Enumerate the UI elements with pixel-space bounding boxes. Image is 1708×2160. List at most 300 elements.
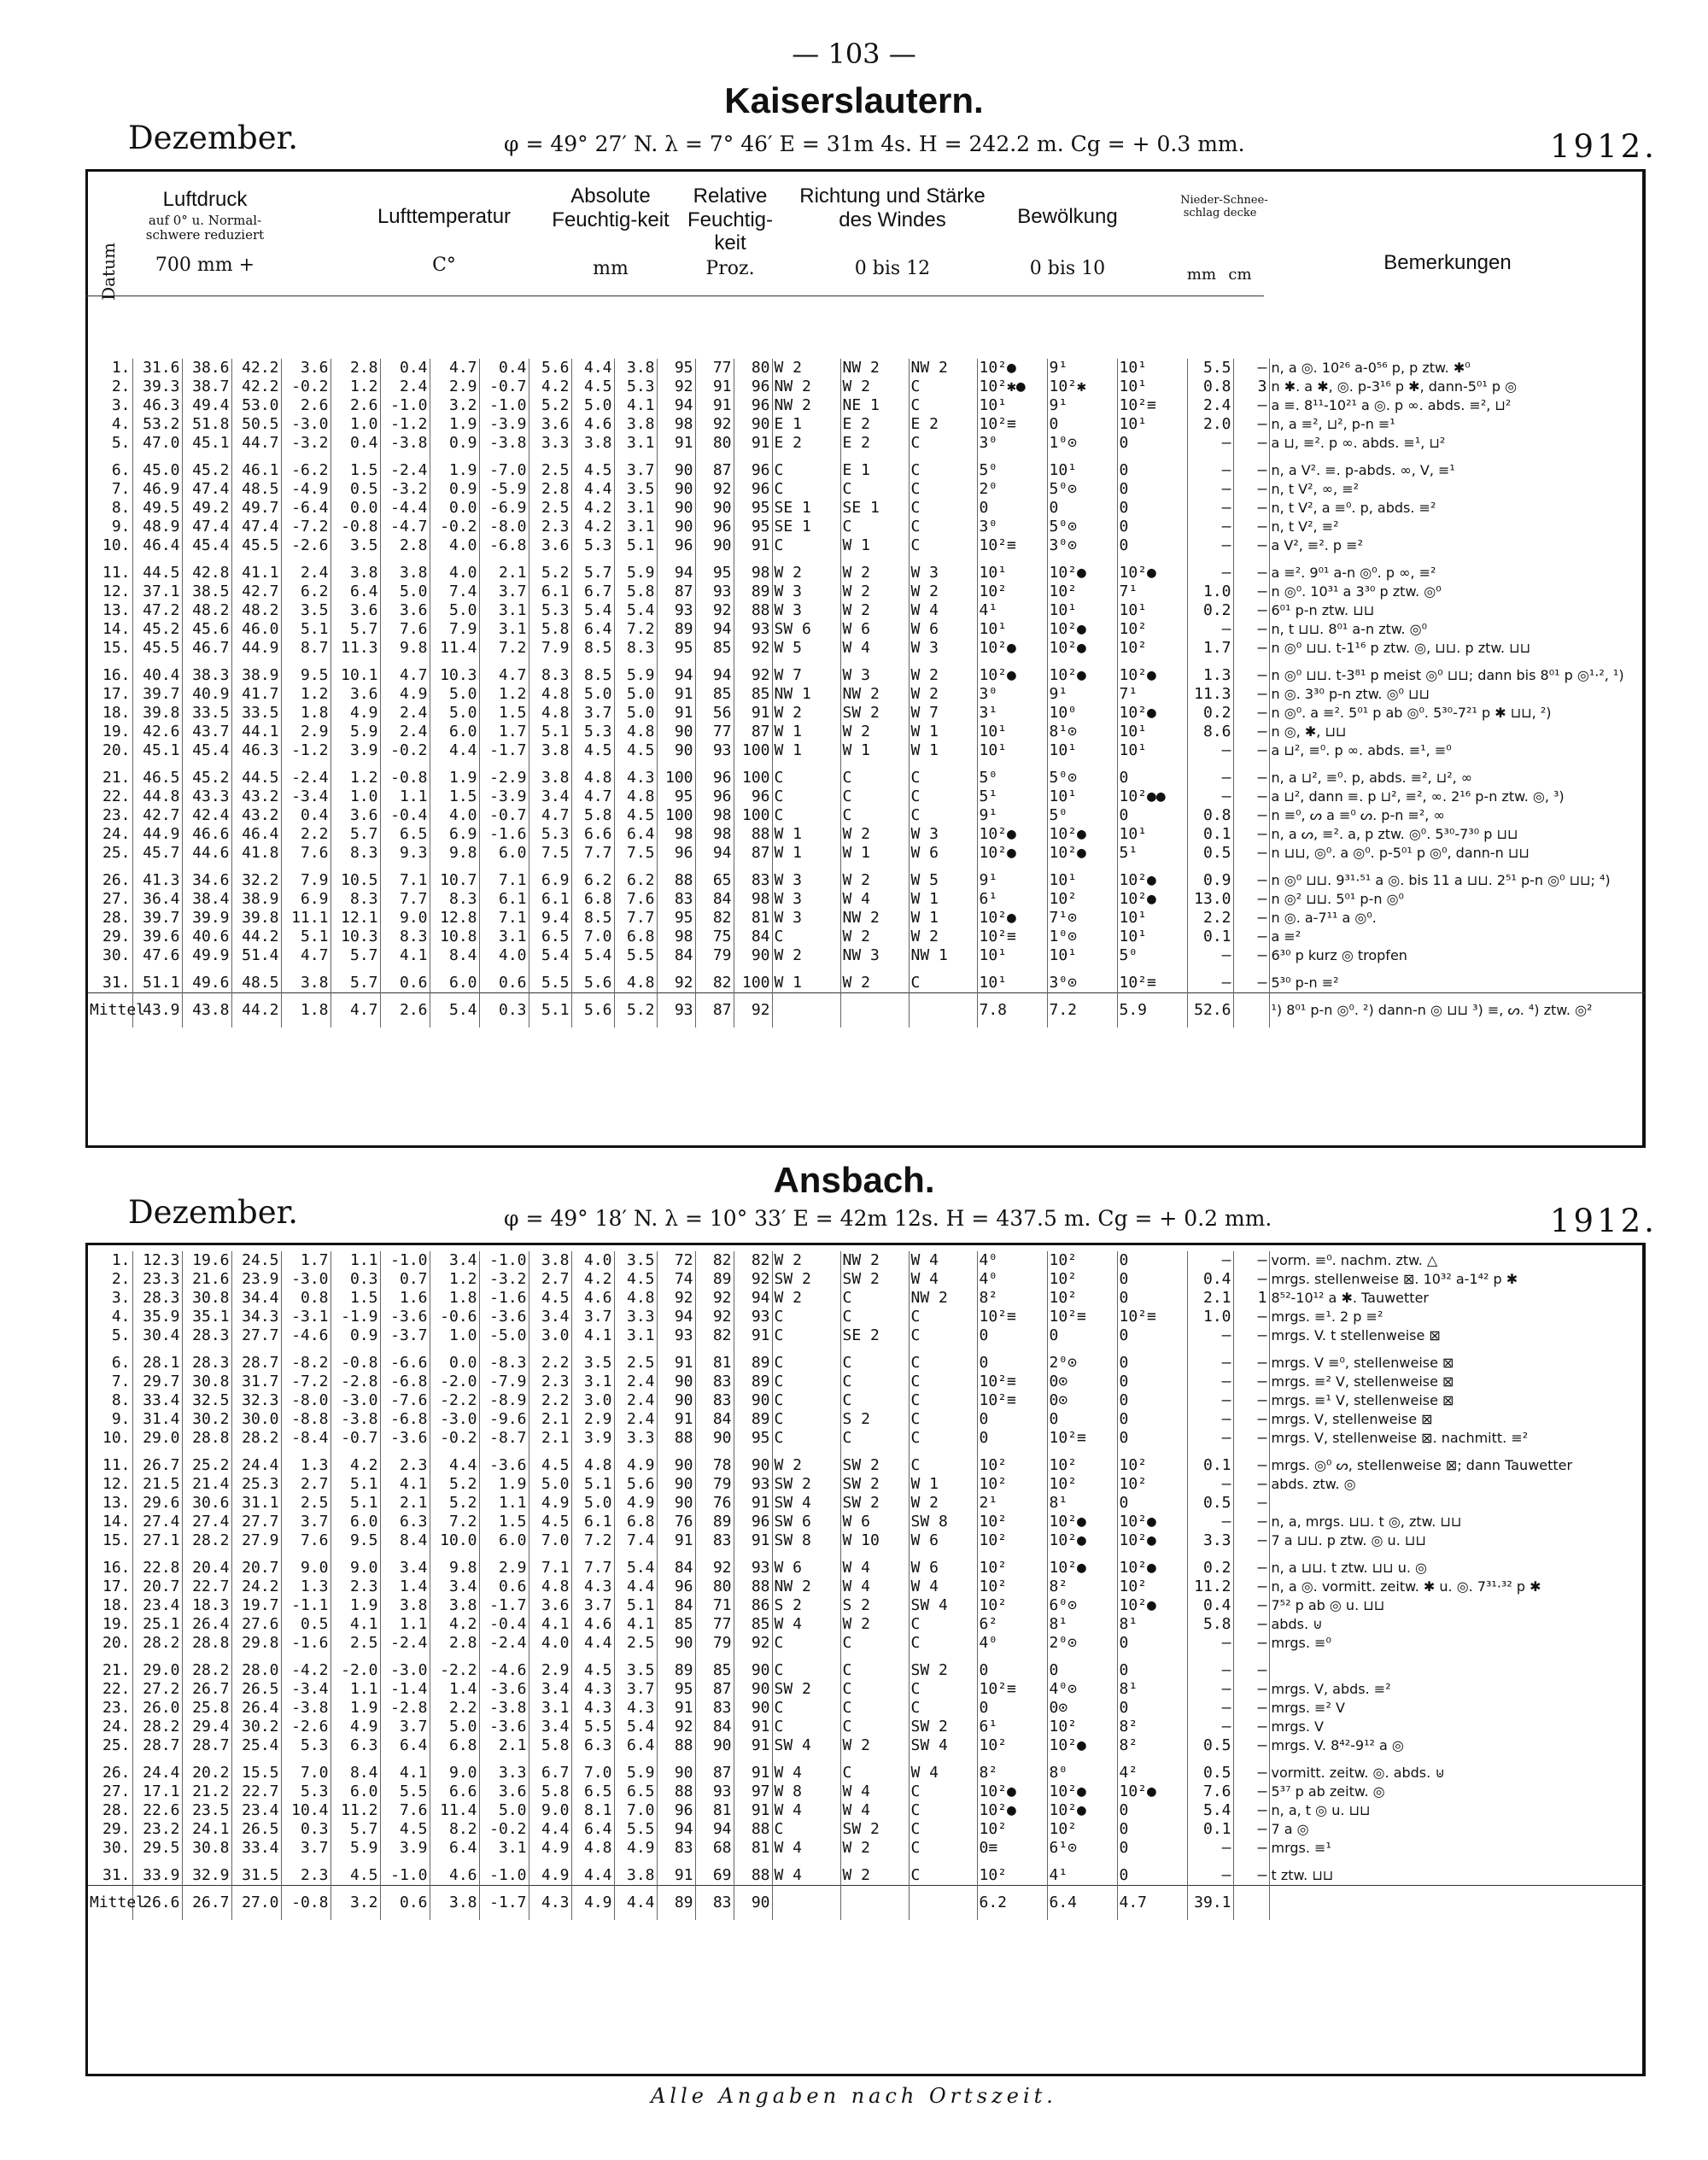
cell-a7: 5.8 [529,620,571,639]
cell-a2: 5.3 [571,723,614,741]
cell-a2: 3.9 [571,1429,614,1448]
cell-t7: 2.4 [281,555,330,582]
cell-t2: 0.3 [330,1270,380,1289]
cell-day: 19. [102,723,131,740]
cell-p7: 40.4 [132,658,182,685]
cell-c7: 2¹ [977,1494,1047,1513]
cell-c2: 10² [1047,1251,1117,1270]
cell-remarks: n ⊔⊔, ◎⁰. a ◎⁰. p-5⁰¹ p ◎⁰, dann-n ⊔⊔ [1269,844,1645,863]
cell-a9: 6.4 [614,1736,657,1755]
cell-day: 6. [111,461,131,479]
cell-a9: 3.8 [614,1858,657,1886]
cell-tmin: 2.1 [479,555,529,582]
cell-r7: 90 [657,453,695,480]
cell-day: 16. [102,666,131,684]
cell-a7: 3.8 [529,1251,571,1270]
cell-a9: 3.5 [614,1653,657,1680]
cell-precip: – [1187,1391,1233,1410]
cell-a2: 4.5 [571,1653,614,1680]
cell-tmin: -1.7 [479,1596,529,1615]
cell-day: 22. [102,1680,131,1698]
cell-p9: 48.5 [231,480,281,499]
header-bewoelkung: Bewölkung [1017,205,1118,228]
cell-t2: 5.9 [330,723,380,741]
cell-a2: 3.8 [571,434,614,453]
cell-w7: C [772,536,840,555]
cell-t2: 2.8 [330,359,380,378]
cell-a2: 7.0 [571,1755,614,1782]
cell-a7: 3.4 [529,1308,571,1326]
cell-p9: 32.2 [231,863,281,890]
cell-a7: 2.2 [529,1345,571,1373]
cell-t9: 2.6 [380,993,430,1028]
cell-a2: 3.7 [571,704,614,723]
cell-p7: 45.1 [132,741,182,760]
cell-snow: – [1233,1755,1269,1782]
cell-w2 [840,993,909,1028]
cell-snow: – [1233,741,1269,760]
cell-t2: 4.2 [330,1448,380,1475]
cell-w7: W 2 [772,1289,840,1308]
cell-precip: – [1187,1718,1233,1736]
cell-t2: -3.8 [330,1410,380,1429]
cell-c7: 8² [977,1755,1047,1782]
cell-r9: 96 [734,396,772,415]
cell-remarks: 6³⁰ p kurz ◎ tropfen [1269,946,1645,965]
cell-tmax: 2.2 [430,1699,479,1718]
cell-precip: – [1187,1475,1233,1494]
cell-day: 3. [111,396,131,414]
cell-w9: C [909,480,977,499]
cell-p2: 20.4 [182,1550,231,1578]
cell-c9: 0 [1117,536,1187,555]
cell-tmin: 1.1 [479,1494,529,1513]
cell-w9: C [909,1839,977,1858]
cell-r7: 83 [657,890,695,909]
cell-p2: 18.3 [182,1596,231,1615]
table-row [88,1820,1645,1839]
cell-r2: 87 [695,453,734,480]
cell-c7: 0 [977,1429,1047,1448]
cell-p7: 29.0 [132,1429,182,1448]
cell-c7: 7.8 [977,993,1047,1028]
cell-p7: 46.9 [132,480,182,499]
cell-t2: 3.5 [330,536,380,555]
cell-remarks: n, a, t ◎ u. ⊔⊔ [1269,1801,1645,1820]
cell-a7: 5.8 [529,1782,571,1801]
cell-snow: – [1233,704,1269,723]
cell-w2: W 4 [840,890,909,909]
cell-c9: 4.7 [1117,1886,1187,1921]
cell-c7: 10²● [977,1782,1047,1801]
cell-p9: 19.7 [231,1596,281,1615]
cell-r9: 88 [734,601,772,620]
cell-r9: 81 [734,909,772,928]
cell-t9: 7.6 [380,620,430,639]
cell-p2: 30.6 [182,1494,231,1513]
cell-p2: 38.6 [182,359,231,378]
cell-a7: 5.3 [529,601,571,620]
cell-remarks: a ≡. 8¹¹-10²¹ a ◎. p ∞. abds. ≡², ⊔² [1269,396,1645,415]
cell-w7: W 4 [772,1801,840,1820]
cell-tmax: 3.8 [430,1886,479,1921]
cell-t2: 1.1 [330,1251,380,1270]
cell-w7: SW 8 [772,1531,840,1550]
cell-day: 7. [111,480,131,498]
cell-p9: 31.5 [231,1858,281,1886]
cell-a7: 7.9 [529,639,571,658]
station-title: Ansbach. [773,1160,935,1200]
cell-t9: 5.0 [380,582,430,601]
cell-w2: SW 2 [840,1820,909,1839]
cell-r9: 98 [734,555,772,582]
table-row [88,1596,1645,1615]
cell-tmin: 1.5 [479,704,529,723]
cell-r2: 82 [695,965,734,993]
cell-c2: 10² [1047,582,1117,601]
table-row [88,1718,1645,1736]
cell-remarks: mrgs. V [1269,1718,1645,1736]
cell-p9: 46.3 [231,741,281,760]
cell-r9: 95 [734,1429,772,1448]
cell-w2: NE 1 [840,396,909,415]
cell-a9: 4.5 [614,1270,657,1289]
table-row [88,704,1645,723]
cell-p9: 42.7 [231,582,281,601]
cell-snow: – [1233,863,1269,890]
cell-snow: – [1233,825,1269,844]
data-table [88,1251,1645,1920]
table-row [88,499,1645,518]
cell-t7: -3.4 [281,787,330,806]
cell-p2: 43.7 [182,723,231,741]
cell-t9: -6.8 [380,1410,430,1429]
cell-c7: 0 [977,1410,1047,1429]
cell-a2: 6.4 [571,1820,614,1839]
cell-p2: 21.4 [182,1475,231,1494]
station-title: Kaiserslautern. [724,80,984,120]
cell-c2: 10¹ [1047,601,1117,620]
cell-t2: 5.7 [330,825,380,844]
cell-c7: 4⁰ [977,1251,1047,1270]
cell-tmin: -8.3 [479,1345,529,1373]
cell-tmax: -2.2 [430,1391,479,1410]
cell-a2: 4.8 [571,1448,614,1475]
cell-a2: 4.2 [571,518,614,536]
table-row [88,806,1645,825]
cell-p7: 23.4 [132,1596,182,1615]
table-row [88,1782,1645,1801]
cell-r7: 92 [657,965,695,993]
cell-a2: 6.1 [571,1513,614,1531]
cell-snow: – [1233,658,1269,685]
cell-tmax: 1.8 [430,1289,479,1308]
cell-day: 6. [111,1354,131,1372]
cell-p2: 45.4 [182,536,231,555]
cell-a9: 4.9 [614,1494,657,1513]
cell-c2: 7¹⊙ [1047,909,1117,928]
cell-precip: – [1187,499,1233,518]
cell-r7: 92 [657,378,695,396]
cell-a9: 4.4 [614,1886,657,1921]
cell-t2: 1.0 [330,415,380,434]
cell-w9: W 6 [909,1550,977,1578]
cell-c7: 0 [977,1699,1047,1718]
cell-r7: 84 [657,1550,695,1578]
cell-p7: 33.9 [132,1858,182,1886]
cell-t9: -3.7 [380,1326,430,1345]
cell-r2: 77 [695,723,734,741]
cell-c2: 4⁰⊙ [1047,1680,1117,1699]
cell-c9: 10²● [1117,704,1187,723]
cell-p2: 47.4 [182,518,231,536]
cell-t2: 1.0 [330,787,380,806]
cell-p9: 20.7 [231,1550,281,1578]
cell-w2: SW 2 [840,1270,909,1289]
cell-day: 13. [102,1494,131,1512]
cell-w2: C [840,1289,909,1308]
cell-w2: C [840,1391,909,1410]
cell-day: 1. [111,359,131,377]
cell-a9: 4.1 [614,396,657,415]
table-row [88,1634,1645,1653]
cell-snow: – [1233,1429,1269,1448]
cell-remarks: mrgs. ≡⁰ [1269,1634,1645,1653]
cell-w2: SW 2 [840,704,909,723]
cell-snow: – [1233,396,1269,415]
cell-p9: 47.4 [231,518,281,536]
page-number: — 103 — [792,38,916,70]
cell-day: 2. [111,1270,131,1288]
table-row [88,480,1645,499]
cell-w9: C [909,1680,977,1699]
cell-p2: 32.9 [182,1858,231,1886]
cell-c9: 10² [1117,1578,1187,1596]
cell-c7: 10¹ [977,946,1047,965]
cell-tmax: 4.0 [430,536,479,555]
cell-w2: W 2 [840,1615,909,1634]
cell-t7: 8.7 [281,639,330,658]
cell-c2: 10¹ [1047,863,1117,890]
cell-r2: 87 [695,1755,734,1782]
cell-snow: – [1233,518,1269,536]
cell-p7: 29.0 [132,1653,182,1680]
cell-snow: – [1233,620,1269,639]
cell-w9: SW 2 [909,1653,977,1680]
cell-c9: 0 [1117,1270,1187,1289]
cell-r7: 90 [657,518,695,536]
cell-a9: 5.9 [614,658,657,685]
cell-remarks: mrgs. V ≡⁰, stellenweise ⊠ [1269,1345,1645,1373]
cell-snow: – [1233,639,1269,658]
cell-t7: 2.5 [281,1494,330,1513]
cell-w9: W 3 [909,555,977,582]
cell-c2: 0 [1047,1653,1117,1680]
cell-precip: – [1187,480,1233,499]
cell-t7: 0.3 [281,1820,330,1839]
cell-remarks: n ◎² ⊔⊔. 5⁰¹ p-n ◎⁰ [1269,890,1645,909]
cell-snow: – [1233,806,1269,825]
cell-t9: -0.2 [380,741,430,760]
cell-t9: -7.6 [380,1391,430,1410]
cell-t9: 1.1 [380,1615,430,1634]
cell-t9: 5.5 [380,1782,430,1801]
cell-r2: 87 [695,993,734,1028]
cell-t9: -1.0 [380,396,430,415]
cell-c9: 0 [1117,453,1187,480]
cell-r9: 96 [734,378,772,396]
cell-w2: W 2 [840,723,909,741]
cell-a2: 5.6 [571,993,614,1028]
cell-p2: 47.4 [182,480,231,499]
cell-a9: 2.4 [614,1373,657,1391]
cell-c7: 10¹ [977,555,1047,582]
cell-t9: -0.4 [380,806,430,825]
cell-tmax: 0.0 [430,1345,479,1373]
cell-r9: 93 [734,1308,772,1326]
cell-precip: – [1187,518,1233,536]
cell-w7: W 3 [772,863,840,890]
cell-precip: – [1187,1345,1233,1373]
cell-c7: 10² [977,1596,1047,1615]
cell-w9: C [909,1391,977,1410]
cell-r2: 83 [695,1531,734,1550]
cell-tmax: 3.4 [430,1251,479,1270]
cell-c2: 10¹ [1047,946,1117,965]
cell-precip: 0.8 [1187,806,1233,825]
cell-a2: 3.0 [571,1391,614,1410]
cell-remarks: n ◎⁰ ⊔⊔. 9³¹·⁵¹ a ◎. bis 11 a ⊔⊔. 2⁵¹ p-n ◎⁰ ⊔⊔; ⁴) [1269,863,1645,890]
cell-c9: 0 [1117,760,1187,787]
cell-p2: 27.4 [182,1513,231,1531]
cell-snow: – [1233,685,1269,704]
cell-w2: W 4 [840,1578,909,1596]
cell-t9: -0.8 [380,760,430,787]
cell-precip: – [1187,1634,1233,1653]
cell-w2: W 1 [840,741,909,760]
cell-t9: 9.8 [380,639,430,658]
cell-w9: W 1 [909,890,977,909]
cell-t9: 8.4 [380,1531,430,1550]
cell-w9: C [909,1326,977,1345]
cell-a2: 6.6 [571,825,614,844]
cell-t2: 3.8 [330,555,380,582]
cell-c9: 0 [1117,1289,1187,1308]
cell-r2: 87 [695,1680,734,1699]
cell-snow: – [1233,760,1269,787]
cell-tmin: -6.9 [479,499,529,518]
cell-c7: 0≡ [977,1839,1047,1858]
cell-r2: 77 [695,1615,734,1634]
cell-a9: 3.7 [614,1680,657,1699]
cell-a2: 4.2 [571,1270,614,1289]
cell-t9: 2.4 [380,723,430,741]
cell-remarks: mrgs. V, stellenweise ⊠ [1269,1410,1645,1429]
cell-a7: 2.3 [529,1373,571,1391]
table-row [88,1373,1645,1391]
cell-day: 5. [111,434,131,452]
data-table [88,359,1645,1027]
cell-w2: C [840,480,909,499]
cell-c2: 8¹ [1047,1615,1117,1634]
cell-c9: 10¹ [1117,415,1187,434]
cell-w9: C [909,1699,977,1718]
cell-p7: 36.4 [132,890,182,909]
cell-p7: 22.8 [132,1550,182,1578]
cell-r2: 92 [695,480,734,499]
cell-r2: 91 [695,396,734,415]
cell-t9: -1.0 [380,1858,430,1886]
cell-c9: 10² [1117,639,1187,658]
cell-tmin: -7.9 [479,1373,529,1391]
cell-snow: – [1233,1596,1269,1615]
cell-c2: 6⁰⊙ [1047,1596,1117,1615]
cell-r2: 93 [695,741,734,760]
cell-day: 20. [102,1634,131,1652]
cell-t2: 1.2 [330,760,380,787]
cell-w7: C [772,928,840,946]
cell-precip: 5.8 [1187,1615,1233,1634]
cell-tmax: 6.4 [430,1839,479,1858]
cell-p2: 46.7 [182,639,231,658]
cell-w9: W 2 [909,658,977,685]
cell-precip: – [1187,536,1233,555]
cell-t7: -1.6 [281,1634,330,1653]
table-row [88,536,1645,555]
cell-precip: – [1187,434,1233,453]
cell-w7: C [772,1391,840,1410]
cell-w9: W 5 [909,863,977,890]
cell-precip: 0.1 [1187,1448,1233,1475]
cell-c9: 10²● [1117,1513,1187,1531]
cell-remarks: mrgs. ≡¹ [1269,1839,1645,1858]
cell-precip: 5.5 [1187,359,1233,378]
cell-c9: 10¹ [1117,928,1187,946]
table-row [88,1308,1645,1326]
cell-p9: 24.5 [231,1251,281,1270]
cell-w9: C [909,1801,977,1820]
cell-w9: C [909,536,977,555]
cell-w2: W 2 [840,555,909,582]
cell-a9: 4.9 [614,1839,657,1858]
cell-day: 26. [102,1764,131,1782]
cell-t7: 6.9 [281,890,330,909]
cell-t2: 10.1 [330,658,380,685]
cell-a9: 5.9 [614,1755,657,1782]
cell-r9: 88 [734,825,772,844]
cell-w9: C [909,1634,977,1653]
cell-remarks: mrgs. ≡² V [1269,1699,1645,1718]
cell-c2: 10⁰ [1047,704,1117,723]
cell-a9: 4.8 [614,965,657,993]
cell-p9: 26.4 [231,1699,281,1718]
cell-p7: 29.5 [132,1839,182,1858]
cell-t7: -2.6 [281,1718,330,1736]
cell-p2: 29.4 [182,1718,231,1736]
cell-precip: 52.6 [1187,993,1233,1028]
cell-snow: – [1233,480,1269,499]
cell-tmax: 4.2 [430,1615,479,1634]
cell-p2: 45.2 [182,453,231,480]
cell-day: 31. [102,1866,131,1884]
cell-tmax: 1.2 [430,1270,479,1289]
cell-precip: – [1187,760,1233,787]
cell-a2: 8.5 [571,658,614,685]
cell-r2: 89 [695,1513,734,1531]
cell-tmin: -3.9 [479,415,529,434]
cell-t9: 4.1 [380,946,430,965]
cell-p9: 28.7 [231,1345,281,1373]
